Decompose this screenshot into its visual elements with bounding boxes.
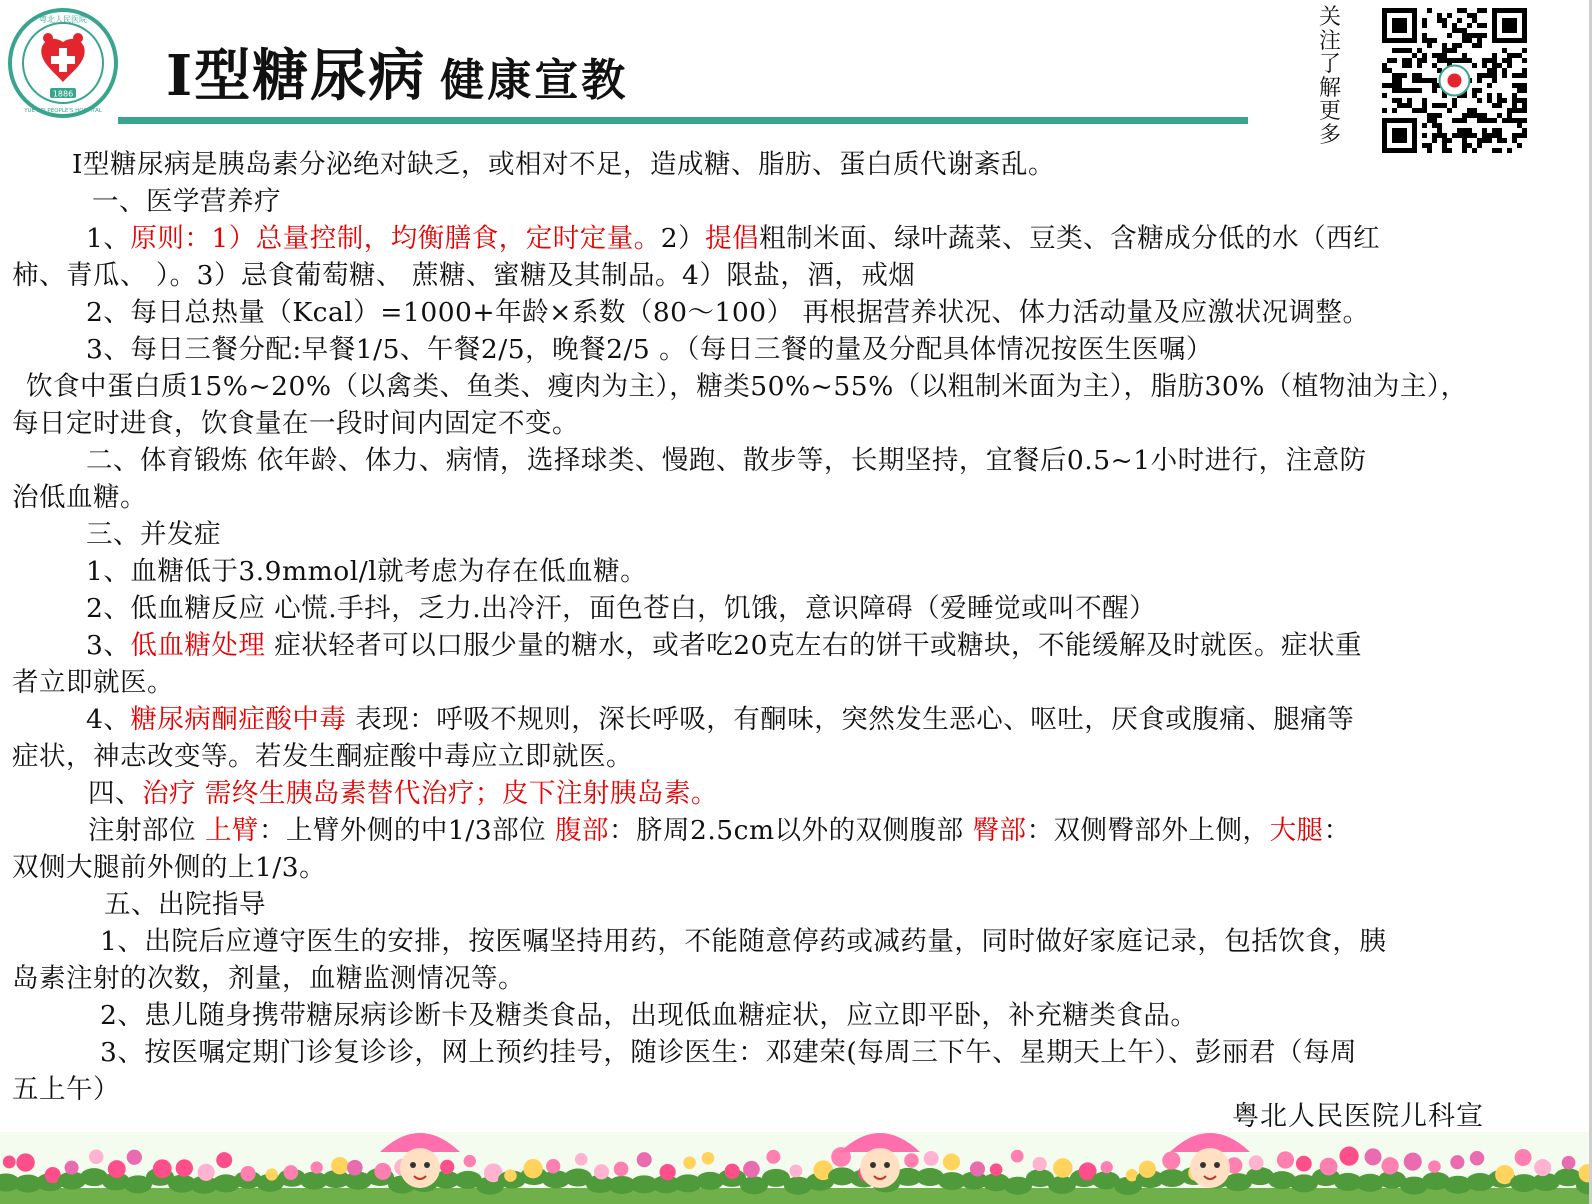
treatment-highlight: 治疗 [142,778,196,809]
section-4-treatment [12,775,1578,812]
page-title [166,32,628,112]
abdomen-highlight: 腹部 [555,815,610,846]
thigh-highlight: 大腿 [1269,815,1324,846]
diet-paragraph-cont: 每日定时进食，饮食量在一段时间内固定不变。 [12,408,579,439]
section-2-exercise-cont: 治低血糖。 [12,482,147,513]
section-5-item-2: 2、患儿随身携带糖尿病诊断卡及糖类食品，出现低血糖症状，应立即平卧，补充糖类食品。 [100,1000,1198,1031]
section-3-item-4 [12,701,1578,738]
section-2-exercise: 二、体育锻炼 依年龄、体力、病情，选择球类、慢跑、散步等，长期坚持，宜餐后0.5~1小时进行，注意防 [86,445,1367,476]
hypoglycemia-treatment-highlight: 低血糖处理 [130,630,266,661]
diet-paragraph: 饮食中蛋白质15%~20%（以禽类、鱼类、瘦肉为主），糖类50%~55%（以粗制米面为主），脂肪30%（植物油为主）， [26,371,1468,402]
section-1-item-1 [12,220,1578,257]
item-text: 症状轻者可以口服少量的糖水，或者吃20克左右的饼干或糖块，不能缓解及时就医。症状重 [265,630,1363,661]
section-1-item-2: 2、每日总热量（Kcal）=1000+年龄×系数（80～100） 再根据营养状况、体力活动量及应激状况调整。 [86,297,1370,328]
buttocks-highlight: 臀部 [972,815,1027,846]
section-3-item-1: 1、血糖低于3.9mmol/l就考虑为存在低血糖。 [86,556,648,587]
section-3-item-3-cont: 者立即就医。 [12,667,174,698]
injection-sites-cont: 双侧大腿前外侧的上1/3。 [12,852,327,883]
item-number: 4、 [86,704,131,735]
item-text: 表现：呼吸不规则，深长呼吸，有酮味，突然发生恶心、呕吐，厌食或腹痛、腿痛等 [346,704,1355,735]
section-5-heading: 五、出院指导 [104,889,266,920]
section-5-item-3: 3、按医嘱定期门诊复诊诊，网上预约挂号，随诊医生：邓建荣(每周三下午、星期天上午）、彭丽君（每周 [100,1037,1357,1068]
injection-text: ： [1323,815,1351,846]
item-number: 3、 [86,630,131,661]
title-sub: 健康宣教 [440,55,629,106]
section-1-heading: 一、医学营养疗 [92,186,281,217]
intro-paragraph: Ⅰ型糖尿病是胰岛素分泌绝对缺乏，或相对不足，造成糖、脂肪、蛋白质代谢紊乱。 [72,149,1055,180]
section-5-item-3-cont: 五上午） [12,1074,120,1105]
injection-text: ：脐周2.5cm以外的双侧腹部 [609,815,973,846]
section-3-item-4-cont: 症状，神志改变等。若发生酮症酸中毒应立即就医。 [12,741,633,772]
section-3-item-3 [12,627,1578,664]
logo-year: 1886 [52,89,74,99]
treatment-detail-highlight: 需终生胰岛素替代治疗；皮下注射胰岛素。 [196,778,718,809]
follow-text: 关注了解更多 [1318,5,1341,148]
item-number: 1、 [86,223,131,254]
title-main: Ⅰ型糖尿病 [166,43,427,109]
ketoacidosis-highlight: 糖尿病酮症酸中毒 [130,704,347,735]
injection-text: ：双侧臀部外上侧， [1026,815,1270,846]
item-text: 粗制米面、绿叶蔬菜、豆类、含糖成分低的水（西红 [759,223,1381,254]
content-body [12,146,1578,1108]
section-5-item-1: 1、出院后应遵守医生的安排，按医嘱坚持用药，不能随意停药或减药量，同时做好家庭记录，包括饮食，胰 [100,926,1387,957]
hospital-logo-icon [8,8,118,118]
section-3-item-2: 2、低血糖反应 心慌.手抖，乏力.出冷汗，面色苍白，饥饿，意识障碍（爱睡觉或叫不醒） [86,593,1157,624]
injection-sites [12,812,1578,849]
section-1-item-3: 3、每日三餐分配:早餐1/5、午餐2/5，晚餐2/5 。（每日三餐的量及分配具体情况按医生医嘱） [86,334,1213,365]
signature: 粤北人民医院儿科宣 [1232,1101,1484,1132]
item-text: 2） [660,223,706,254]
section-1-item-1-cont: 柿、青瓜、 ）。3）忌食葡萄糖、 蔗糖、蜜糖及其制品。4）限盐，酒，戒烟 [12,260,916,291]
principle-highlight: 原则：1）总量控制，均衡膳食，定时定量。 [130,223,661,254]
flower-border-decoration [0,1132,1592,1204]
advocate-highlight: 提倡 [705,223,760,254]
injection-lead: 注射部位 [88,815,205,846]
qr-code-icon[interactable] [1378,6,1546,158]
section-4-number: 四、 [88,778,142,809]
header-rule [118,117,1248,124]
upper-arm-highlight: 上臂 [204,815,259,846]
logo-top-text: 粤北人民医院 [39,15,87,24]
logo-bottom-text: YUE BEI PEOPLE'S HOSPITAL [24,108,102,114]
section-3-heading: 三、并发症 [86,519,221,550]
injection-text: ：上臂外侧的中1/3部位 [258,815,556,846]
section-5-item-1-cont: 岛素注射的次数，剂量，血糖监测情况等。 [12,963,525,994]
